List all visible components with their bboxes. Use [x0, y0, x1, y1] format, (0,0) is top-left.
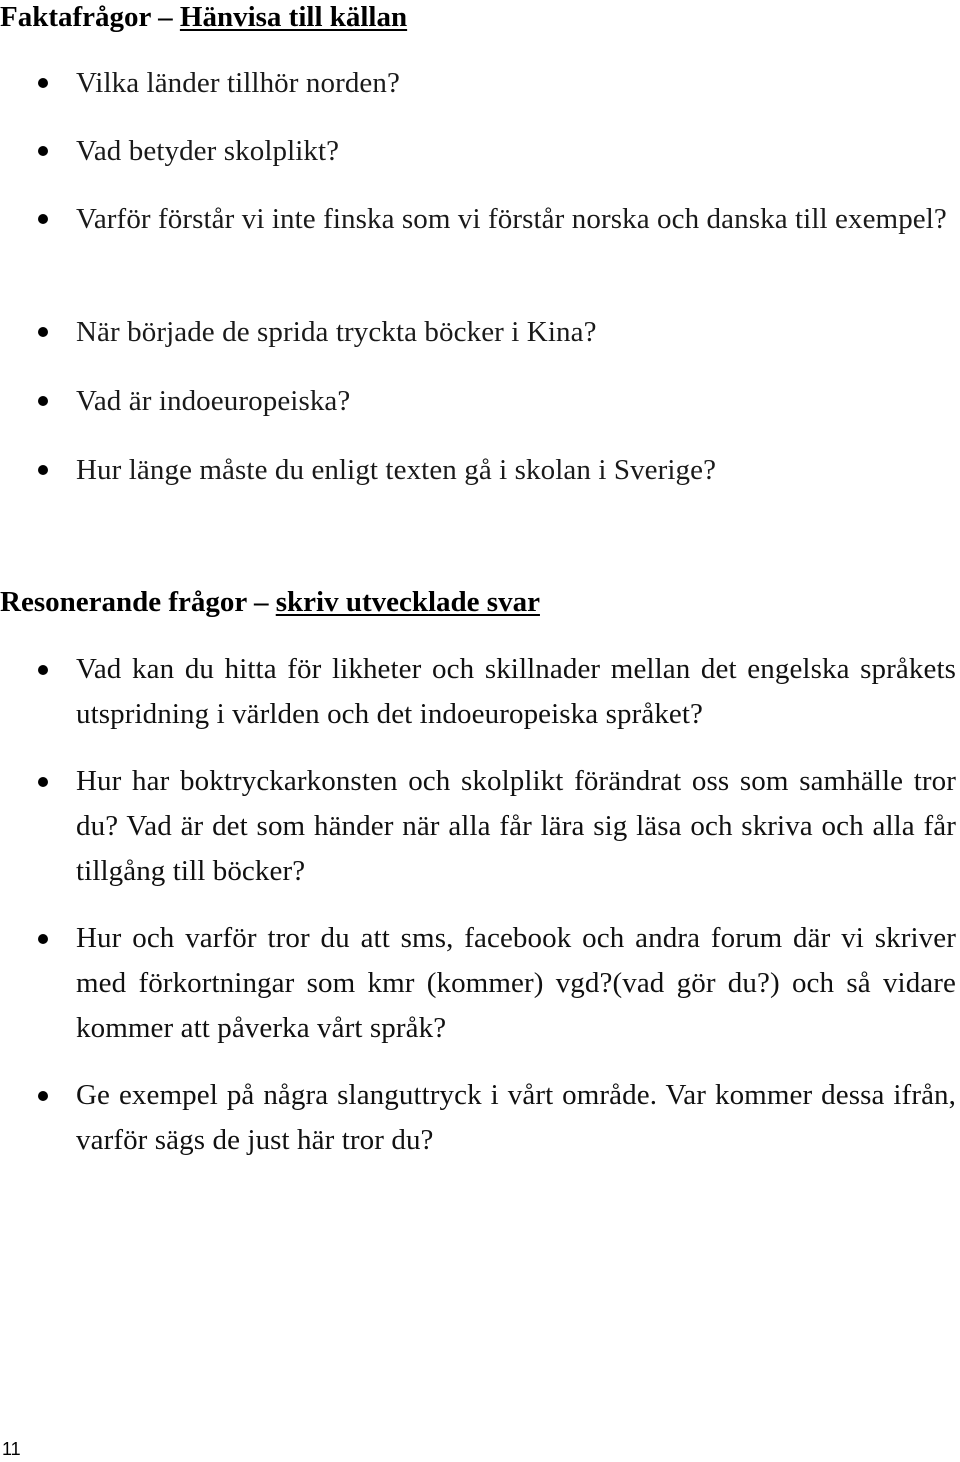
bullet-icon	[38, 78, 48, 88]
list-item	[0, 1073, 960, 1163]
section-heading-fact-questions	[0, 0, 407, 34]
bullet-icon	[38, 665, 48, 675]
list-item	[0, 128, 960, 174]
page-number: 11	[2, 1439, 21, 1459]
bullet-icon	[38, 465, 48, 475]
list-item	[0, 309, 960, 355]
question-text: Hur har boktryckarkonsten och skolplikt förändrat oss som samhälle tror du? Vad är det som händer när alla får lära sig läsa och skriva och alla får tillgång till böcker?	[76, 765, 956, 887]
question-text: Varför förstår vi inte finska som vi förstår norska och danska till exempel?	[76, 203, 947, 235]
heading-underlined: skriv utvecklade svar	[275, 586, 540, 618]
bullet-icon	[38, 396, 48, 406]
bullet-icon	[38, 146, 48, 156]
bullet-icon	[38, 1091, 48, 1101]
list-item	[0, 647, 960, 737]
section-heading-reasoning-questions	[0, 585, 540, 619]
bullet-icon	[38, 214, 48, 224]
list-item	[0, 759, 960, 894]
list-item	[0, 916, 960, 1051]
heading-prefix: Faktafrågor –	[0, 1, 180, 33]
question-text: Hur och varför tror du att sms, facebook och andra forum där vi skriver med förkortningar som kmr (kommer) vgd?(vad gör du?) och så vidare kommer att påverka vårt språk?	[76, 922, 956, 1044]
bullet-icon	[38, 777, 48, 787]
bullet-icon	[38, 934, 48, 944]
heading-underlined: Hänvisa till källan	[179, 1, 408, 33]
question-text: Vilka länder tillhör norden?	[76, 67, 400, 99]
list-item	[0, 196, 960, 242]
heading-prefix: Resonerande frågor –	[0, 586, 276, 618]
list-item	[0, 447, 960, 493]
list-item	[0, 378, 960, 424]
question-text: Vad är indoeuropeiska?	[76, 385, 351, 417]
question-text: Vad betyder skolplikt?	[76, 135, 340, 167]
list-item	[0, 60, 960, 106]
bullet-icon	[38, 327, 48, 337]
question-text: Vad kan du hitta för likheter och skillnader mellan det engelska språkets utspridning i världen och det indoeuropeiska språket?	[76, 653, 956, 730]
question-text: Ge exempel på några slanguttryck i vårt område. Var kommer dessa ifrån, varför sägs de just här tror du?	[76, 1079, 956, 1156]
question-text: Hur länge måste du enligt texten gå i skolan i Sverige?	[76, 454, 717, 486]
question-text: När började de sprida tryckta böcker i Kina?	[76, 316, 597, 348]
